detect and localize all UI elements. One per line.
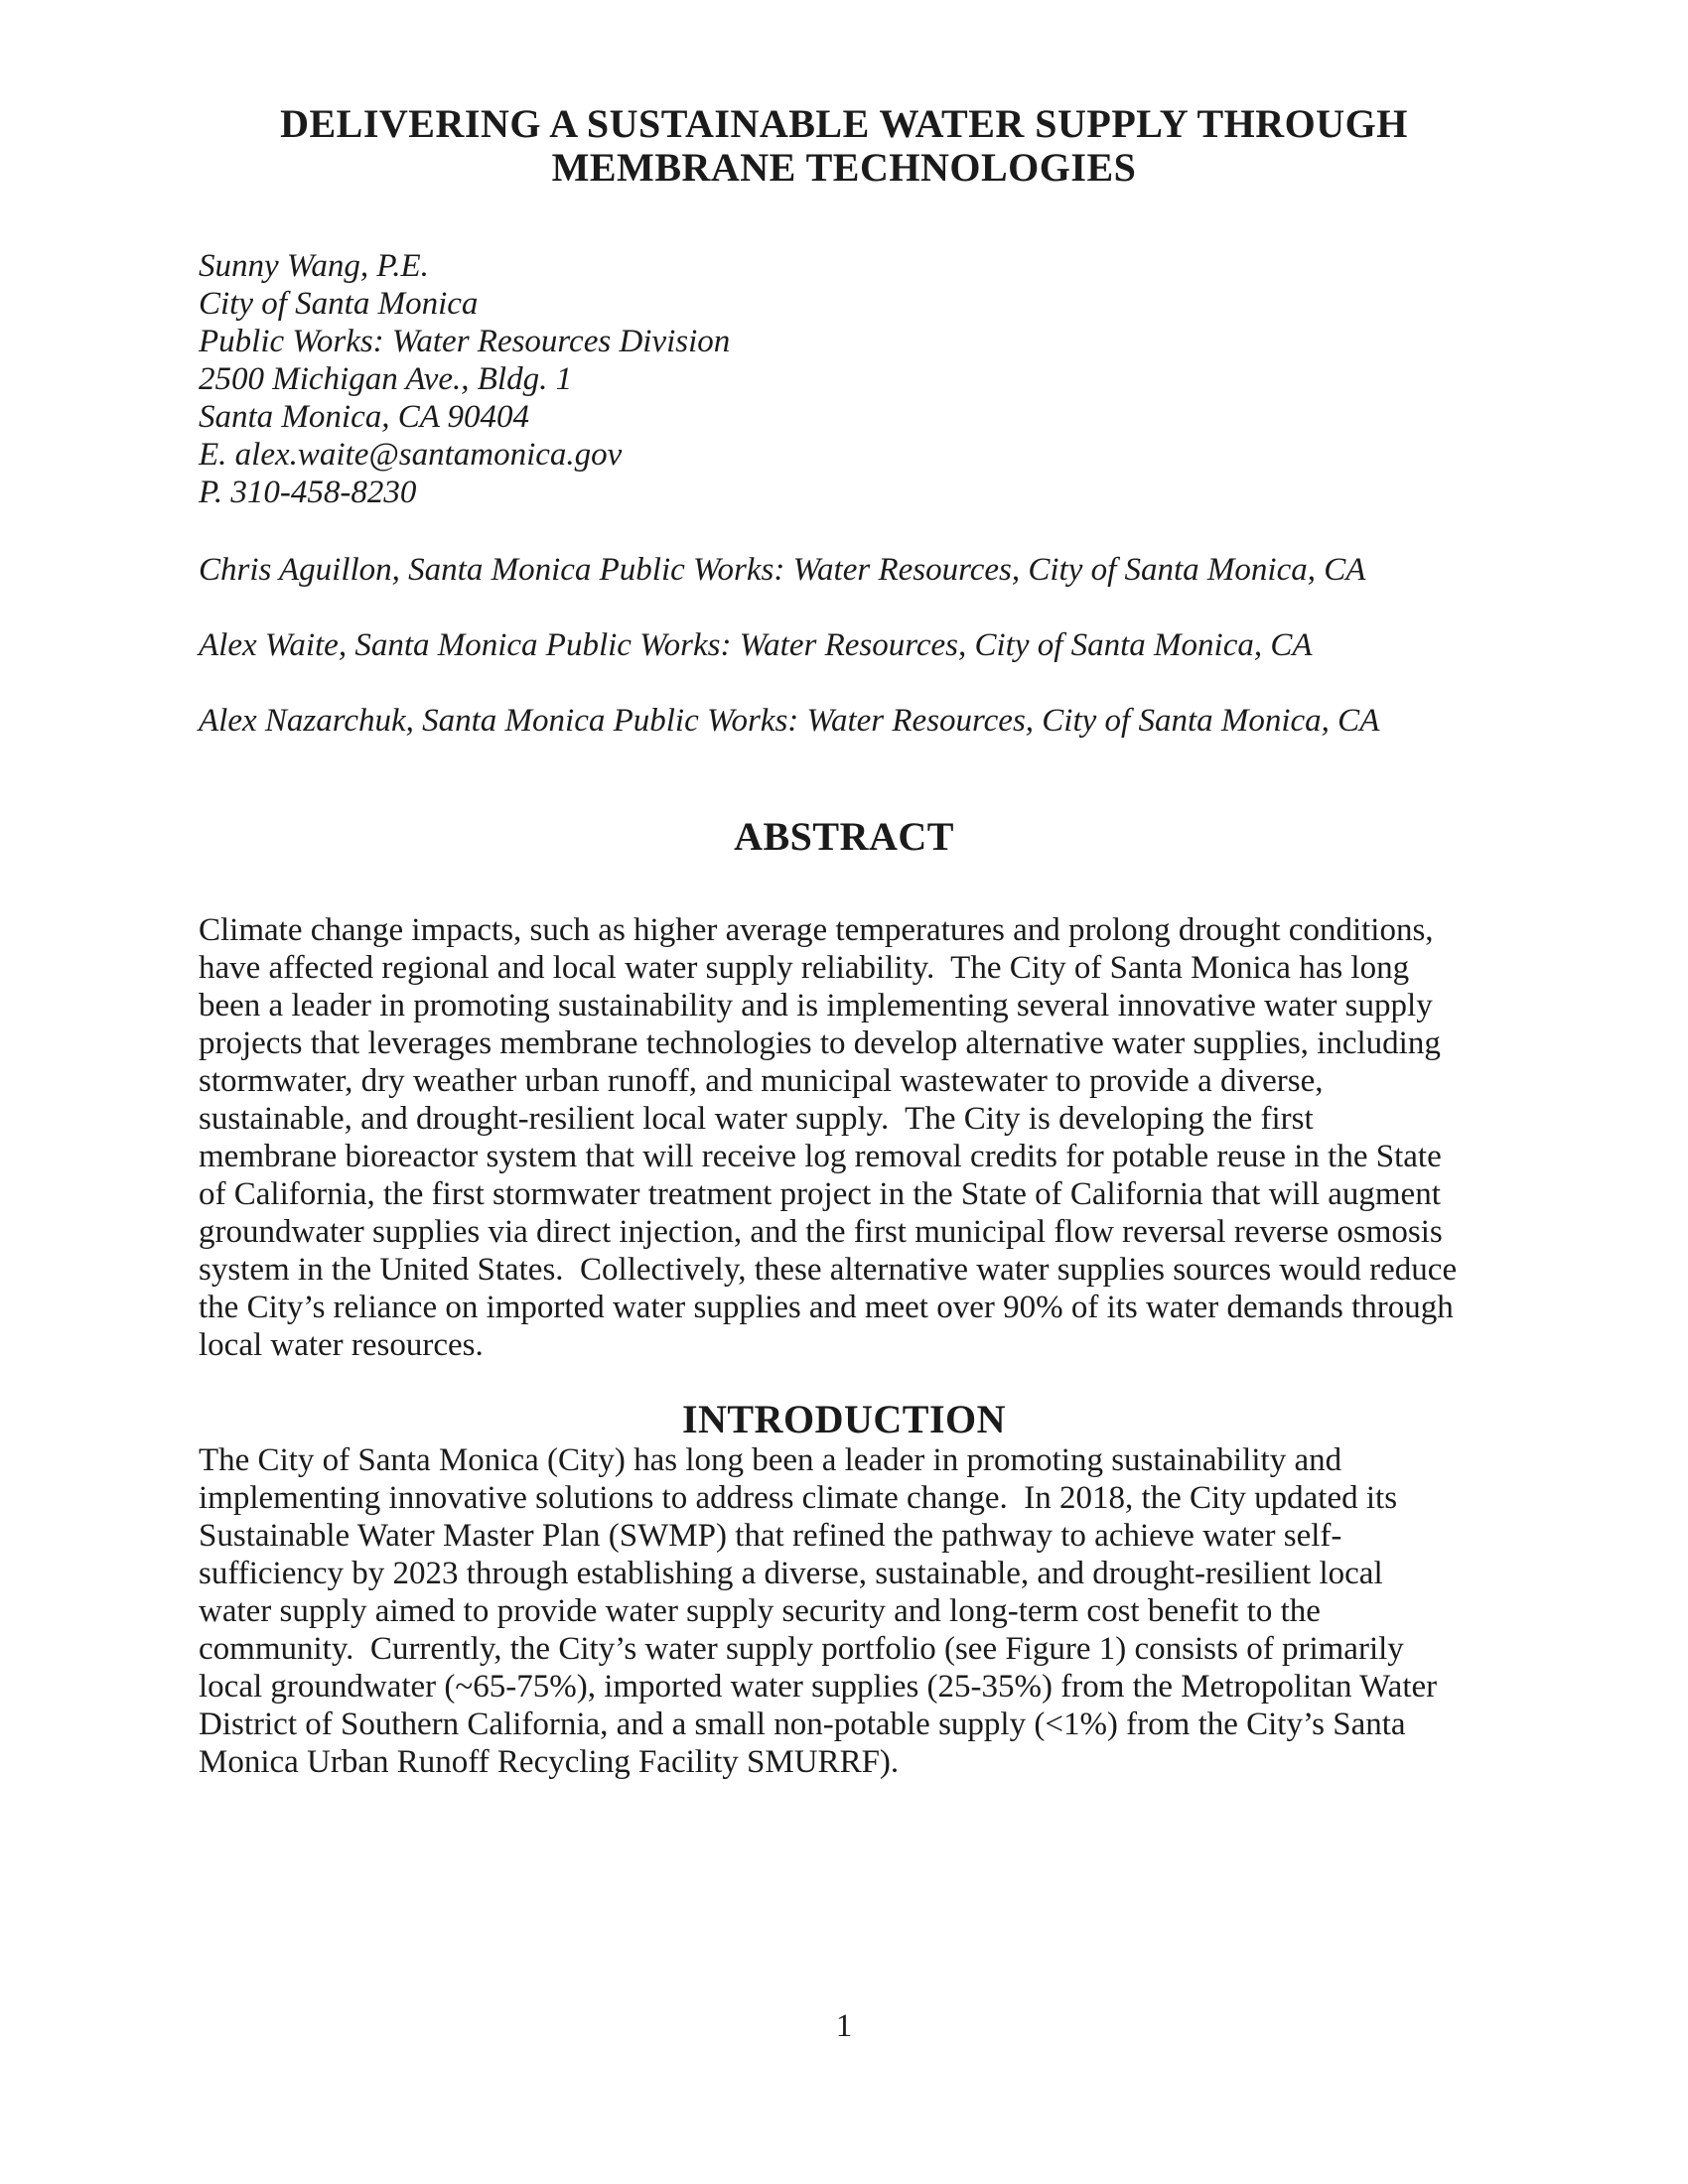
author-city-state-zip: Santa Monica, CA 90404 xyxy=(199,399,530,435)
page-number: 1 xyxy=(835,2008,853,2044)
author-division: Public Works: Water Resources Division xyxy=(199,324,731,359)
paper-title xyxy=(0,0,1688,190)
corresponding-author-block xyxy=(199,247,1489,511)
author-phone: P. 310-458-8230 xyxy=(199,475,417,510)
coauthor-line: Alex Waite, Santa Monica Public Works: Water Resources, City of Santa Monica, CA xyxy=(199,627,1313,663)
abstract-paragraph: Climate change impacts, such as higher average temperatures and prolong drought conditions, have affected regional and local water supply reliability. The City of Santa Monica has long been a leader in promoting sustainability and is implementing several innovative water supply projects that leverages membrane technologies to develop alternative water supplies, including stormwater, dry weather urban runoff, and municipal wastewater to provide a diverse, sustainable, and drought-resilient local water supply. The City is developing the first membrane bioreactor system that will receive log removal credits for potable reuse in the State of California, the first stormwater treatment project in the State of California that will augment groundwater supplies via direct injection, and the first municipal flow reversal reverse osmosis system in the United States. Collectively, these alternative water supplies sources would reduce the City’s reliance on imported water supplies and meet over 90% of its water demands through local water resources. xyxy=(199,912,1466,1363)
author-organization: City of Santa Monica xyxy=(199,286,479,322)
introduction-paragraph: The City of Santa Monica (City) has long been a leader in promoting sustainability and implementing innovative solutions to address climate change. In 2018, the City updated its Sustainable Water Master Plan (SWMP) that refined the pathway to achieve water self-sufficiency by 2023 through establishing a diverse, sustainable, and drought-resilient local water supply aimed to provide water supply security and long-term cost benefit to the community. Currently, the City’s water supply portfolio (see Figure 1) consists of primarily local groundwater (~65-75%), imported water supplies (25-35%) from the Metropolitan Water District of Southern California, and a small non-potable supply (<1%) from the City’s Santa Monica Urban Runoff Recycling Facility SMURRF). xyxy=(199,1442,1446,1780)
author-email: E. alex.waite@santamonica.gov xyxy=(199,437,623,473)
paper-title-line-2: MEMBRANE TECHNOLOGIES xyxy=(551,145,1137,190)
introduction-heading: INTRODUCTION xyxy=(681,1397,1007,1441)
author-street-address: 2500 Michigan Ave., Bldg. 1 xyxy=(199,361,573,397)
coauthor-line: Alex Nazarchuk, Santa Monica Public Works: Water Resources, City of Santa Monica, CA xyxy=(199,703,1380,739)
coauthor-block xyxy=(199,551,1489,740)
paper-title-line-1: DELIVERING A SUSTAINABLE WATER SUPPLY THROUGH xyxy=(280,101,1408,146)
abstract-heading: ABSTRACT xyxy=(734,814,954,859)
author-name: Sunny Wang, P.E. xyxy=(199,248,429,284)
coauthor-line: Chris Aguillon, Santa Monica Public Works: Water Resources, City of Santa Monica, CA xyxy=(199,552,1366,588)
